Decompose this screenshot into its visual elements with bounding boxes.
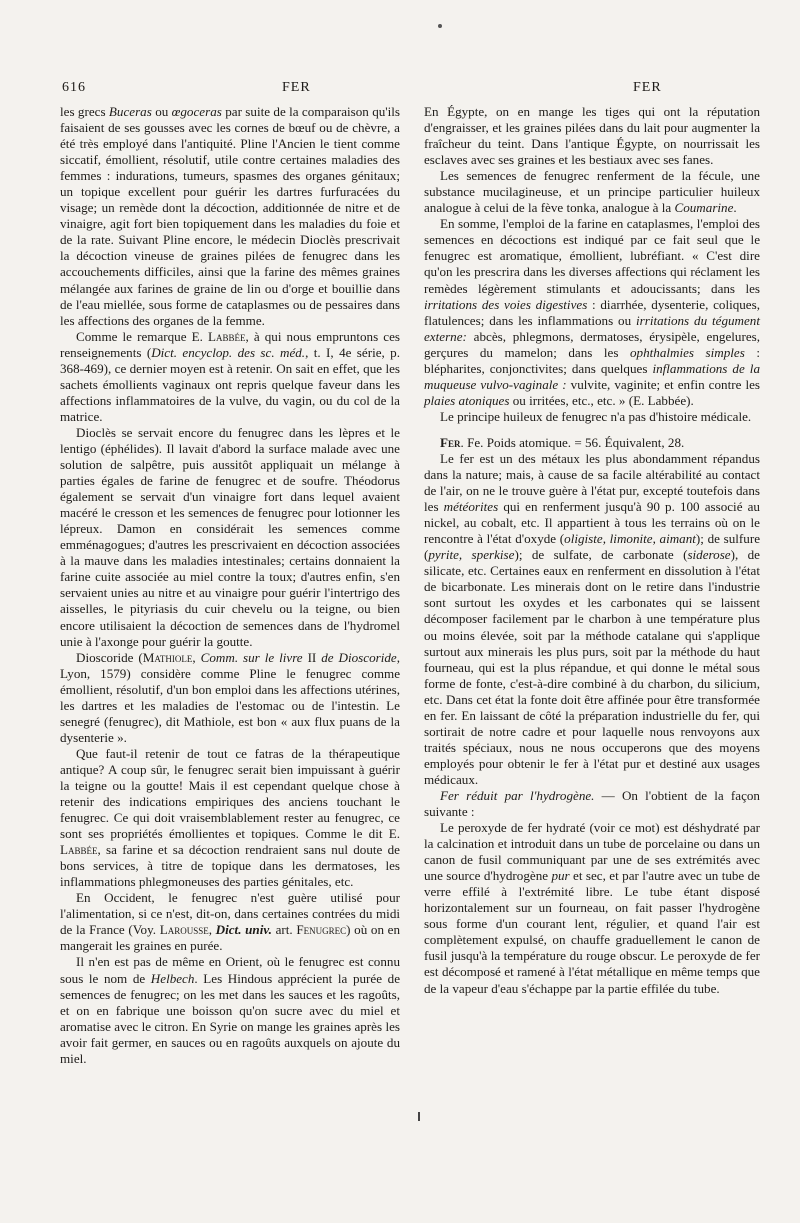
- paragraph: Le peroxyde de fer hydraté (voir ce mot) est déshydraté par la calcination et introduit dans un tube de porcelaine ou dans un canon de fusil communiquant par une de ses extrémités avec une source d'hydrogène pur et sec, et par l'autre avec un tube de verre effilé à l'extrémité libre. Le tube étant disposé horizontalement sur un fourneau, on fait passer l'hydrogène sous forme d'un courant lent, régulier, et quand l'air est complètement expulsé, on chauffe graduellement le canon de fusil jusqu'à la température du rouge obscur. Le peroxyde de fer est décomposé et ramené à l'état métallique en même temps que de la vapeur d'eau s'échappe par la partie effilée du tube.: [424, 820, 760, 996]
- paragraph: Il n'en est pas de même en Orient, où le fenugrec est connu sous le nom de Helbech. Les Hindous apprécient la purée de semences de fenugrec; on les met dans les sauces et les ragoûts, et on en fabrique une boisson qu'on sucre avec du miel et aromatise avec le citron. En Syrie on mange les graines après les avoir fait germer, en sauces ou en ragoûts auxquels on ajoute du miel.: [60, 954, 401, 1066]
- header-title-right: FER: [633, 80, 662, 95]
- page-number: 616: [62, 80, 86, 95]
- paragraph: Dioscoride (Mathiole, Comm. sur le livre II de Dioscoride, Lyon, 1579) considère comme Pline le fenugrec comme émollient, résolutif, d'un bon emploi dans les affections utérines, les dartres et les maladies de l'estomac ou de l'intestin. Le senegré (fenugrec), dit Mathiole, est bon « aux flux puans de la dysenterie ».: [60, 649, 401, 745]
- paragraph: En Occident, le fenugrec n'est guère utilisé pour l'alimentation, si ce n'est, dit-on, dans certaines contrées du midi de la France (Voy. Larousse, Dict. univ. art. Fenugrec) où on en mangerait les graines en purée.: [60, 890, 401, 954]
- paragraph: les grecs Buceras ou œgoceras par suite de la comparaison qu'ils faisaient de ses gousses avec les cornes de bœuf ou de chèvre, a été très employé dans l'antiquité. Pline l'Ancien le tient comme siccatif, émollient, résolutif, utile contre certaines maladies des femmes : indurations, tumeurs, spasmes des organes génitaux; un topique excellent pour guérir les dartres furfuracées du visage; un remède dont la décoction, additionnée de nitre et de vinaigre, agit fort bien topiquement dans les maladies du foie et de la rate. Suivant Pline encore, le médecin Dioclès prescrivait la décoction vineuse de graines pilées de fenugrec dans les accouchements difficiles, ainsi que la farine des mêmes graines mélangée aux farines de graine de lin ou d'orge et bouillie dans de l'eau miellée, sous forme de cataplasmes ou de pessaires dans les affections des organes de la femme.: [60, 104, 401, 328]
- entry-term: Fer: [440, 434, 461, 450]
- right-column: [424, 104, 760, 997]
- header-title-left: FER: [282, 80, 311, 95]
- page-speck: [438, 24, 442, 28]
- paragraph: En Égypte, on en mange les tiges qui ont la réputation d'engraisser, et les graines pilées dans du lait pour augmenter la fraîcheur du teint. Dans l'antique Égypte, on nourrissait les esclaves avec ses graines et les bestiaux avec ses fanes.: [424, 104, 760, 168]
- paragraph: Le fer est un des métaux les plus abondamment répandus dans la nature; mais, à cause de sa facile altérabilité au contact de l'air, on ne le trouve guère à l'état pur, excepté toutefois dans les météorites qui en renferment jusqu'à 90 p. 100 associé au nickel, au cobalt, etc. Il appartient à tous les terrains où on le rencontre à l'état d'oxyde (oligiste, limonite, aimant); de sulfure (pyrite, sperkise); de sulfate, de carbonate (siderose), de silicate, etc. Certaines eaux en renferment en dissolution à l'état de bicarbonate. Les minerais dont on le retire dans l'industrie sont surtout les oxydes et les carbonates qui se laissent décomposer facilement par le charbon à une température plus ou moins élevée, soit par la méthode catalane qui s'applique surtout aux minerais les plus purs, soit par la méthode du haut fourneau, qui est la plus répandue, et qui donne le métal sous forme de fonte, c'est-à-dire combiné à du charbon, du silicium, etc. Dans cet état la fonte doit être affinée pour être transformée en fer. En laissant de côté la préparation industrielle du fer, qui sortirait de notre cadre et pour laquelle nous renvoyons aux traités spéciaux, nous ne nous occuperons que des moyens employés pour obtenir le fer à l'état pur et destiné aux usages médicaux.: [424, 450, 761, 787]
- margin-mark: [418, 1112, 420, 1121]
- left-column: [60, 104, 400, 1067]
- paragraph: Les semences de fenugrec renferment de la fécule, une substance mucilagineuse, et un principe particulier huileux analogue à celui de la fève tonka, analogue à la Coumarine.: [424, 168, 760, 216]
- entry-heading: Fer. Fe. Poids atomique. = 56. Équivalent, 28.: [440, 434, 685, 450]
- paragraph: Le principe huileux de fenugrec n'a pas d'histoire médicale.: [440, 408, 752, 424]
- subheading: Fer réduit par l'hydrogène. — On l'obtient de la façon suivante :: [424, 787, 760, 820]
- paragraph: Dioclès se servait encore du fenugrec dans les lèpres et le lentigo (éphélides). Il lavait d'abord la surface malade avec une solution de salpêtre, puis aussitôt appliquait un mélange à parties égales de farine de fenugrec et de soufre. Théodorus également se servait d'un vinaigre fort dans lequel avaient macéré le cresson et les semences de fenugrec pour lotionner les lépreux. Damon en considérait les semences comme emménagogues; d'autres les prescrivaient en décoction associées à la mauve dans les maladies intestinales; certains donnaient la farine cuite associée au miel contre la toux; d'autres enfin, s'en servaient unies au nitre et au vinaigre pour guérir l'intertrigo des aisselles, le pityriasis du cuir chevelu ou la teigne, ou bien encore utilisaient la décoction de semences dans de l'hydromel unie à l'axonge pour guérir la goutte.: [60, 424, 400, 649]
- paragraph: Que faut-il retenir de tout ce fatras de la thérapeutique antique? A coup sûr, le fenugrec serait bien impuissant à guérir la teigne ou la goutte! Mais il est cependant quelque chose à retenir des indications empiriques des anciens touchant le fenugrec. Ce qui doit vraisemblablement rester au fenugrec, ce sont ses propriétés émollientes et topiques. Comme le dit E. Labbée, sa farine et sa décoction rendraient sans nul doute de bons services, à titre de topique dans les dermatoses, les inflammations phlegmoneuses des parties génitales, etc.: [60, 745, 400, 890]
- running-header: [62, 80, 754, 98]
- paragraph: Comme le remarque E. Labbée, à qui nous empruntons ces renseignements (Dict. encyclop. des sc. méd., t. I, 4e série, p. 368-469), ce dernier moyen est à retenir. On sait en effet, que les sachets émollients vaginaux ont repris quelque faveur dans les affections inflammatoires de la vulve, du vagin, ou du col de la matrice.: [60, 328, 401, 424]
- paragraph: En somme, l'emploi de la farine en cataplasmes, l'emploi des semences en décoctions est indiqué par ce fait seul que le fenugrec est aromatique, émollient, lubréfiant. « C'est dire qu'on les prescrira dans les diverses affections qui réclament les remèdes légèrement stimulants et adoucissants; dans les irritations des voies digestives : diarrhée, dysenterie, coliques, flatulences; dans les inflammations ou irritations du tégument externe: abcès, phlegmons, dermatoses, érysipèle, engelures, gerçures du mamelon; dans les ophthalmies simples : blépharites, conjonctivites; dans quelques inflammations de la muqueuse vulvo-vaginale : vulvite, vaginite; et enfin contre les plaies atoniques ou irritées, etc., etc. » (E. Labbée).: [424, 216, 760, 408]
